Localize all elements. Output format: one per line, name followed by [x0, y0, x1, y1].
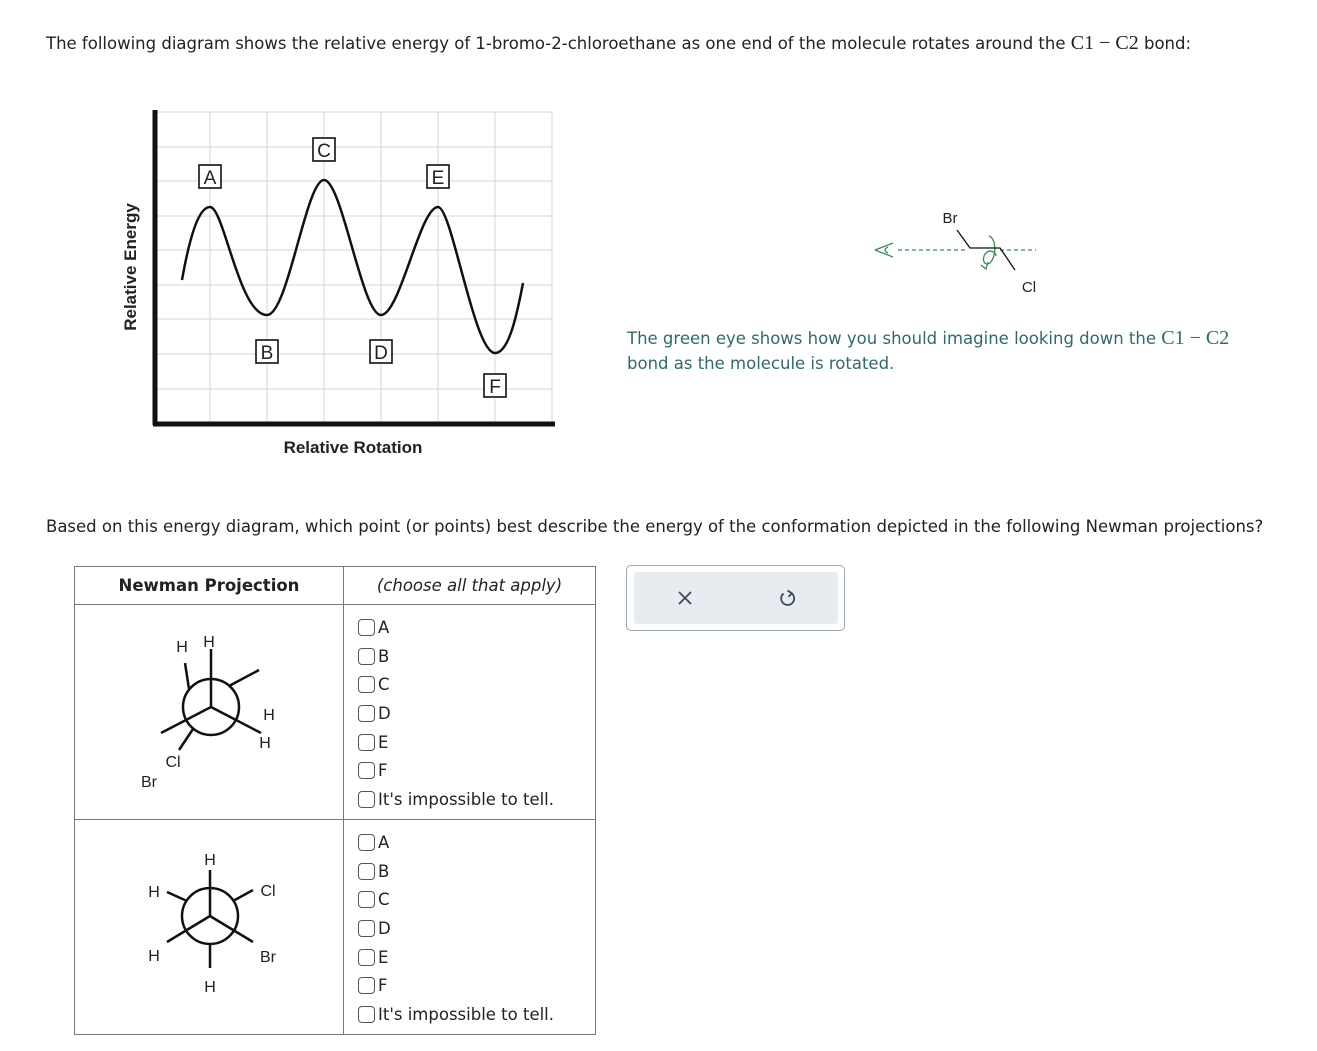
option-label: D [378, 703, 391, 723]
option-label: E [378, 732, 389, 752]
header-choices: (choose all that apply) [344, 567, 596, 605]
eye-caption [627, 326, 1287, 376]
undo-button[interactable] [736, 572, 838, 624]
q2-option-d[interactable] [358, 914, 595, 943]
checkbox[interactable] [358, 834, 375, 851]
eye-pupil [885, 247, 888, 253]
intro-text [46, 32, 1191, 55]
close-icon [676, 589, 694, 607]
eye-caption-bond: C1 − C2 [1161, 327, 1230, 349]
table-row [75, 820, 596, 1035]
option-label: C [378, 675, 390, 695]
option-label: A [378, 832, 390, 852]
header-projection: Newman Projection [75, 567, 344, 605]
clear-button[interactable] [634, 572, 736, 624]
checkbox[interactable] [358, 762, 375, 779]
q2-option-impossible[interactable] [358, 1000, 595, 1029]
undo-icon [777, 588, 797, 608]
point-label-f: F [489, 377, 501, 398]
q2-option-e[interactable] [358, 943, 595, 972]
eye-caption-text: The green eye shows how you should imagine looking down the [627, 329, 1157, 348]
newman2-bottom: H [204, 979, 216, 996]
option-label: It's impossible to tell. [378, 1004, 555, 1024]
eye-caption-suffix: bond as the molecule is rotated. [627, 354, 895, 373]
newman1-back-right: H [259, 735, 271, 752]
option-label: B [378, 861, 390, 881]
q1-option-c[interactable] [358, 670, 595, 699]
point-label-e: E [431, 168, 445, 189]
point-label-d: D [374, 343, 388, 364]
checkbox[interactable] [358, 648, 375, 665]
table-row [75, 605, 596, 820]
q1-option-b[interactable] [358, 642, 595, 671]
checkbox[interactable] [358, 619, 375, 636]
option-label: E [378, 947, 389, 967]
newman2-upper-right: Cl [260, 883, 276, 900]
newman1-front-left: Br [141, 774, 157, 791]
option-label: C [378, 890, 390, 910]
intro-bond: C1 − C2 [1070, 32, 1139, 54]
question-text: Based on this energy diagram, which point (or points) best describe the energy of the conformation depicted in the following Newman projections? [46, 517, 1264, 536]
newman2-upper-left: H [148, 884, 160, 901]
newman1-front-right: H [263, 707, 275, 724]
option-label: It's impossible to tell. [378, 789, 555, 809]
checkbox[interactable] [358, 949, 375, 966]
newman-cell-1 [75, 605, 344, 820]
checkbox[interactable] [358, 676, 375, 693]
q1-option-impossible[interactable] [358, 785, 595, 814]
newman-cell-2 [75, 820, 344, 1035]
checkbox[interactable] [358, 977, 375, 994]
checkbox[interactable] [358, 734, 375, 751]
energy-curve [182, 180, 523, 353]
checkbox[interactable] [358, 791, 375, 808]
option-list-1 [344, 605, 595, 814]
checkbox[interactable] [358, 891, 375, 908]
checkbox[interactable] [358, 1006, 375, 1023]
q2-option-a[interactable] [358, 828, 595, 857]
point-label-c: C [317, 141, 331, 162]
options-cell-1 [344, 605, 596, 820]
newman2-top: H [204, 852, 216, 869]
option-list-2 [344, 820, 595, 1029]
newman1-front-top: H [203, 634, 215, 651]
newman2-lower-left: H [148, 948, 160, 965]
y-axis-label: Relative Energy [121, 203, 140, 331]
newman-projection-2 [75, 820, 343, 1030]
newman-projection-1 [75, 605, 343, 815]
table-header-row [75, 567, 596, 605]
energy-diagram [100, 95, 570, 465]
answer-toolbar [626, 565, 845, 631]
option-label: B [378, 646, 390, 666]
eye-icon [875, 243, 893, 257]
newman1-back-top: H [176, 639, 188, 656]
q1-option-a[interactable] [358, 613, 595, 642]
option-label: A [378, 617, 390, 637]
checkbox[interactable] [358, 863, 375, 880]
eye-br-label: Br [942, 210, 958, 227]
newman1-back-left: Cl [165, 754, 181, 771]
q2-option-f[interactable] [358, 971, 595, 1000]
answer-table [74, 566, 596, 1035]
point-label-a: A [203, 168, 217, 189]
x-axis-label: Relative Rotation [283, 438, 423, 457]
intro-suffix: bond: [1143, 34, 1192, 53]
option-label: F [378, 976, 388, 996]
newman2-lower-right: Br [260, 949, 276, 966]
q1-option-d[interactable] [358, 699, 595, 728]
checkbox[interactable] [358, 920, 375, 937]
eye-diagram [860, 200, 1060, 300]
q2-option-b[interactable] [358, 857, 595, 886]
eye-cl-label: Cl [1021, 279, 1037, 296]
checkbox[interactable] [358, 705, 375, 722]
q1-option-e[interactable] [358, 728, 595, 757]
q1-option-f[interactable] [358, 756, 595, 785]
point-label-b: B [260, 343, 274, 364]
rotation-arrow-icon [983, 236, 996, 264]
toolbar-inner [634, 572, 838, 624]
intro-text-body: The following diagram shows the relative energy of 1-bromo-2-chloroethane as one end of the molecule rotates around the [46, 34, 1066, 53]
q2-option-c[interactable] [358, 885, 595, 914]
options-cell-2 [344, 820, 596, 1035]
option-label: D [378, 918, 391, 938]
option-label: F [378, 761, 388, 781]
